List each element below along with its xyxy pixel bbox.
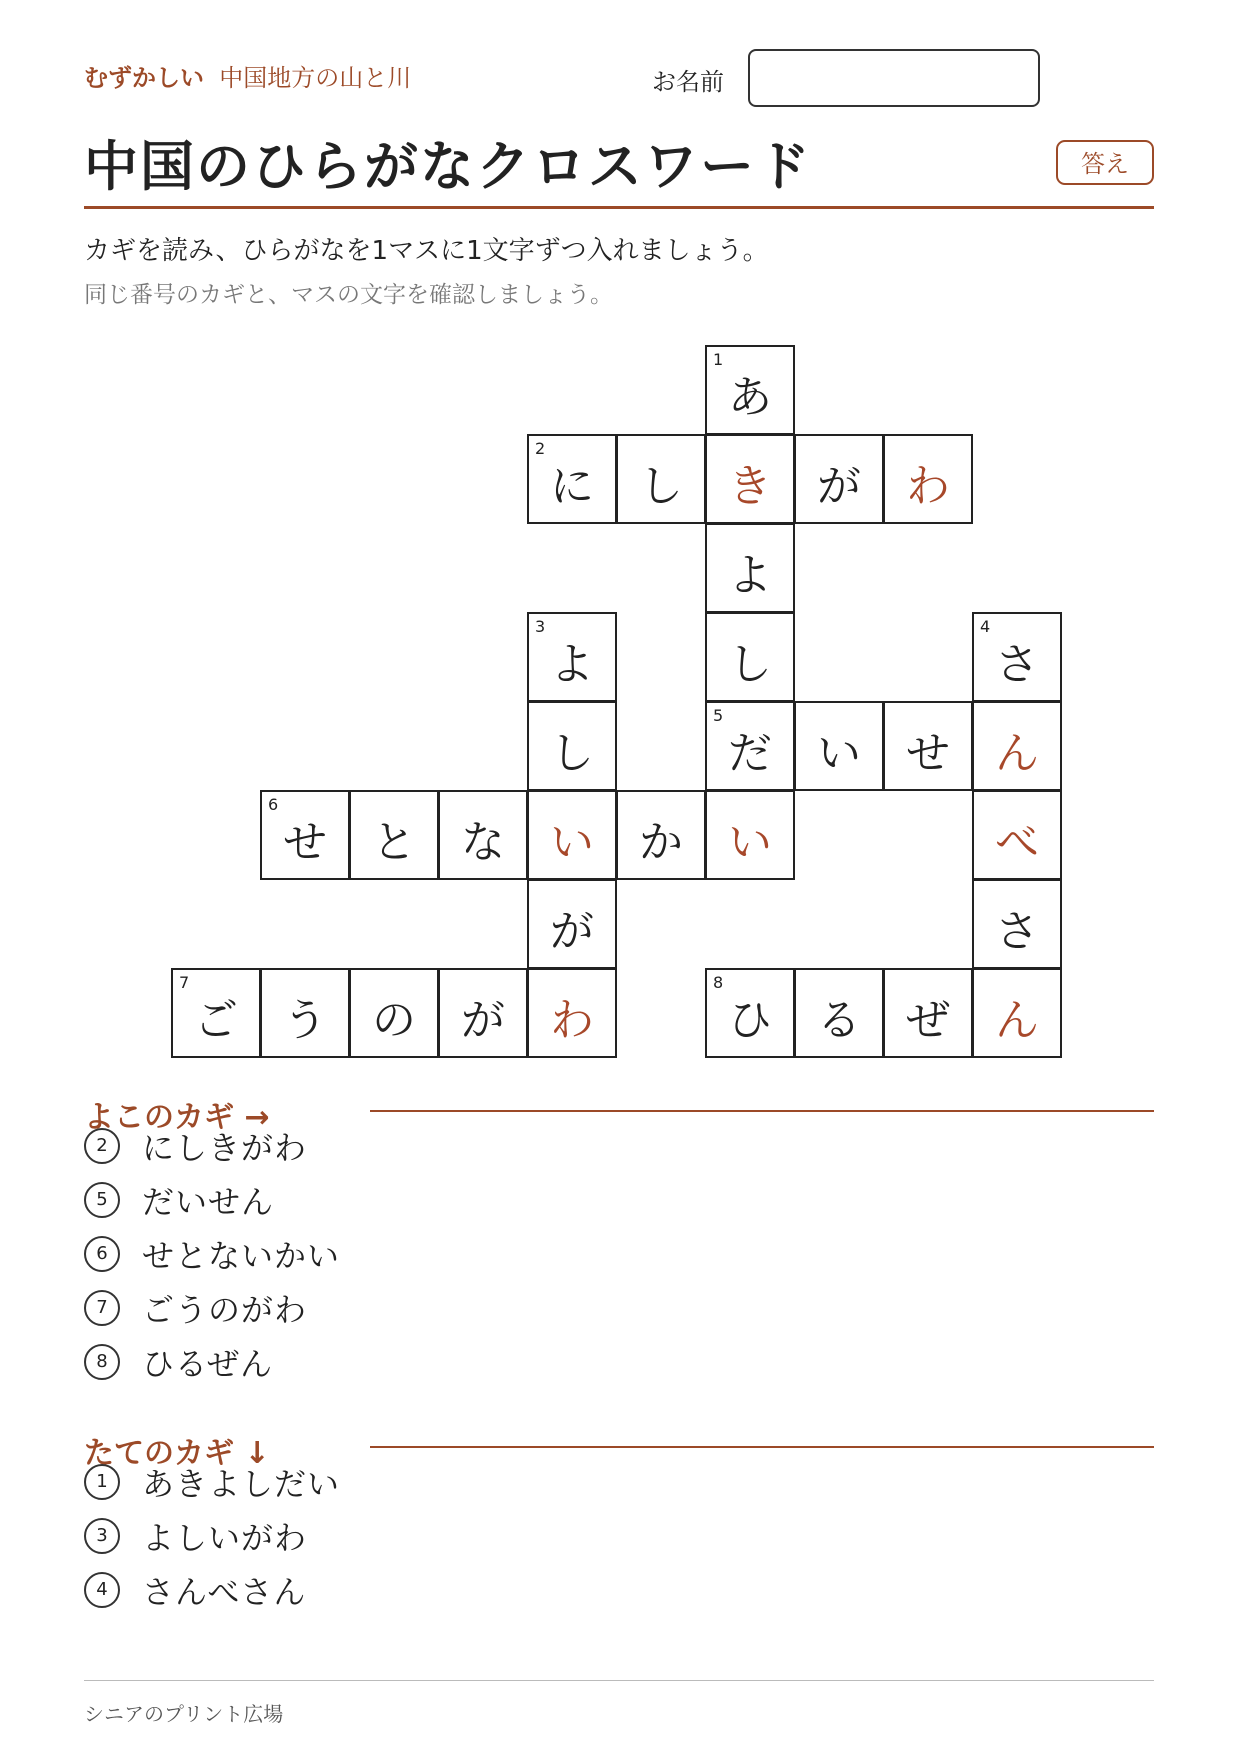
clue-number-badge: 4 (84, 1572, 120, 1608)
clue-item (84, 1568, 306, 1612)
footer-credit: シニアのプリント広場 (84, 1702, 284, 1726)
cell-character: き (728, 461, 772, 512)
cell-character: さ (995, 906, 1039, 957)
grid-cell[interactable] (794, 701, 884, 791)
difficulty-label: むずかしい (84, 64, 204, 92)
clue-item (84, 1460, 340, 1504)
grid-cell[interactable] (171, 968, 261, 1058)
grid-cell[interactable] (438, 968, 528, 1058)
cell-character: わ (550, 995, 594, 1046)
answer-button[interactable]: 答え (1056, 140, 1154, 185)
clue-text: あきよしだい (142, 1465, 341, 1503)
grid-cell[interactable] (616, 434, 706, 524)
clue-number: 4 (980, 617, 991, 636)
clue-text: せとないかい (142, 1237, 341, 1275)
grid-cell[interactable] (972, 968, 1062, 1058)
cell-character: あ (728, 372, 772, 423)
cell-character: だ (728, 728, 772, 779)
cell-character: べ (995, 817, 1039, 868)
cell-character: し (550, 728, 594, 779)
across-divider (370, 1110, 1154, 1112)
cell-character: る (817, 995, 861, 1046)
grid-cell[interactable] (794, 434, 884, 524)
grid-cell[interactable] (527, 701, 617, 791)
clue-number: 2 (535, 439, 546, 458)
grid-cell[interactable] (883, 434, 973, 524)
clue-number: 1 (713, 350, 724, 369)
clue-number-badge: 3 (84, 1518, 120, 1554)
grid-cell[interactable] (527, 612, 617, 702)
grid-cell[interactable] (260, 968, 350, 1058)
cell-character: う (283, 995, 327, 1046)
grid-cell[interactable] (705, 345, 795, 435)
cell-character: か (639, 817, 683, 868)
clue-number: 8 (713, 973, 724, 992)
clue-number-badge: 8 (84, 1344, 120, 1380)
clue-item (84, 1178, 274, 1222)
cell-character: が (550, 906, 594, 957)
cell-character: さ (995, 639, 1039, 690)
grid-cell[interactable] (972, 790, 1062, 880)
clue-number: 3 (535, 617, 546, 636)
cell-character: に (550, 461, 594, 512)
grid-cell[interactable] (972, 612, 1062, 702)
clue-text: よしいがわ (142, 1519, 308, 1557)
cell-character: ご (194, 995, 238, 1046)
grid-cell[interactable] (527, 968, 617, 1058)
cell-character: い (728, 817, 772, 868)
clue-item (84, 1124, 307, 1168)
cell-character: ん (995, 728, 1039, 779)
cell-character: よ (550, 639, 594, 690)
page-title: 中国のひらがなクロスワード (84, 135, 812, 198)
grid-cell[interactable] (527, 434, 617, 524)
worksheet-category (84, 58, 411, 93)
cell-character: な (461, 817, 505, 868)
grid-cell[interactable] (349, 968, 439, 1058)
cell-character: い (817, 728, 861, 779)
cell-character: し (639, 461, 683, 512)
grid-cell[interactable] (705, 790, 795, 880)
cell-character: ぜ (906, 995, 950, 1046)
clue-item (84, 1232, 340, 1276)
grid-cell[interactable] (527, 879, 617, 969)
cell-character: ひ (728, 995, 772, 1046)
grid-cell[interactable] (705, 968, 795, 1058)
grid-cell[interactable] (349, 790, 439, 880)
clue-number-badge: 5 (84, 1182, 120, 1218)
down-divider (370, 1446, 1154, 1448)
clue-number: 6 (268, 795, 279, 814)
clue-text: だいせん (142, 1183, 275, 1221)
clue-text: にしきがわ (142, 1129, 308, 1167)
grid-cell[interactable] (527, 790, 617, 880)
cell-character: せ (906, 728, 950, 779)
clue-text: ごうのがわ (142, 1291, 308, 1329)
cell-character: い (550, 817, 594, 868)
instruction-main: カギを読み、ひらがなを1マスに1文字ずつ入れましょう。 (84, 236, 769, 266)
grid-cell[interactable] (705, 701, 795, 791)
grid-cell[interactable] (883, 968, 973, 1058)
down-clues-title: たてのカギ ↓ (84, 1436, 270, 1471)
clue-text: ひるぜん (142, 1345, 274, 1383)
across-clues-title: よこのカギ → (84, 1100, 270, 1135)
name-label: お名前 (652, 68, 724, 96)
cell-character: と (372, 817, 416, 868)
grid-cell[interactable] (972, 879, 1062, 969)
grid-cell[interactable] (705, 612, 795, 702)
cell-character: せ (283, 817, 327, 868)
grid-cell[interactable] (438, 790, 528, 880)
grid-cell[interactable] (883, 701, 973, 791)
cell-character: わ (906, 461, 950, 512)
clue-text: さんべさん (142, 1573, 307, 1611)
grid-cell[interactable] (260, 790, 350, 880)
clue-number-badge: 7 (84, 1290, 120, 1326)
grid-cell[interactable] (705, 523, 795, 613)
clue-number-badge: 1 (84, 1464, 120, 1500)
clue-number-badge: 6 (84, 1236, 120, 1272)
cell-character: が (817, 461, 861, 512)
topic-label: 中国地方の山と川 (219, 64, 412, 92)
grid-cell[interactable] (705, 434, 795, 524)
cell-character: よ (728, 550, 772, 601)
clue-number: 7 (179, 973, 190, 992)
cell-character: し (728, 639, 772, 690)
instruction-sub: 同じ番号のカギと、マスの文字を確認しましょう。 (84, 282, 613, 308)
clue-number-badge: 2 (84, 1128, 120, 1164)
grid-cell[interactable] (794, 968, 884, 1058)
grid-cell[interactable] (972, 701, 1062, 791)
clue-item (84, 1286, 307, 1330)
grid-cell[interactable] (616, 790, 706, 880)
clue-number: 5 (713, 706, 724, 725)
cell-character: が (461, 995, 505, 1046)
cell-character: ん (995, 995, 1039, 1046)
footer-divider (84, 1680, 1154, 1681)
clue-item (84, 1514, 307, 1558)
clue-item (84, 1340, 273, 1384)
cell-character: の (372, 995, 416, 1046)
title-divider (84, 206, 1154, 209)
name-field[interactable] (748, 49, 1040, 107)
